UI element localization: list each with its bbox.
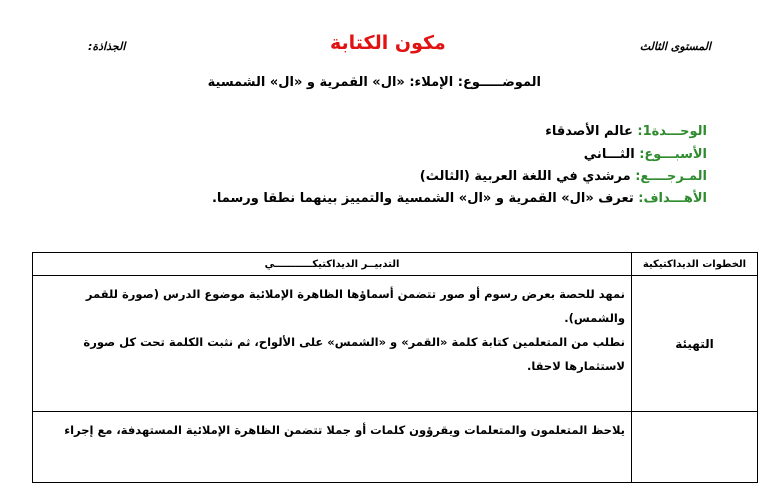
goals-label: الأهـــداف: (638, 191, 707, 206)
table-header-row (33, 253, 758, 276)
column-header-steps: الخطوات الديداكتيكية (632, 253, 758, 276)
page-title: مكون الكتابة (330, 32, 446, 54)
table-row (33, 412, 758, 483)
info-reference (420, 169, 707, 184)
unit-label: الوحـــدة1: (637, 124, 707, 139)
level-label: المستوى الثالث (639, 40, 711, 53)
step-description (33, 276, 632, 412)
lesson-subject: الموضـــــوع: الإملاء: «ال» القمرية و «ال» الشمسية (207, 75, 541, 90)
description-line: والشمس). (564, 311, 625, 325)
column-header-management: التدبيــر الديداكتيكـــــــــــي (33, 253, 632, 276)
lesson-steps-table (32, 252, 758, 483)
info-unit (545, 124, 707, 139)
description-line: يلاحظ المتعلمون والمتعلمات ويقرؤون كلمات أو جملا تتضمن الظاهرة الإملائية المستهدفة، مع إجراء (64, 423, 625, 437)
step-name (632, 412, 758, 483)
description-line: نمهد للحصة بعرض رسوم أو صور تتضمن أسماؤها الظاهرة الإملائية موضوع الدرس (صورة للقمر (85, 287, 625, 301)
week-value: الثـــاني (583, 147, 640, 162)
unit-value: عالم الأصدقاء (545, 124, 638, 139)
step-description (33, 412, 632, 483)
step-name: التهيئة (632, 276, 758, 412)
table-row (33, 276, 758, 412)
reference-label: المـرجــــع: (635, 169, 707, 184)
info-goals (212, 191, 707, 206)
reference-value: مرشدي في اللغة العربية (الثالث) (419, 169, 636, 184)
description-line: لاستثمارها لاحقا. (526, 359, 625, 373)
goals-value: تعرف «ال» القمرية و «ال» الشمسية والتمييز بينهما نطقا ورسما. (211, 191, 639, 206)
description-line: نطلب من المتعلمين كتابة كلمة «القمر» و «الشمس» على الألواح، ثم نثبت الكلمة تحت كل صورة (83, 335, 625, 349)
info-week (584, 147, 707, 162)
week-label: الأسبـــوع: (639, 147, 707, 162)
sheet-label: الجذاذة: (88, 40, 126, 53)
